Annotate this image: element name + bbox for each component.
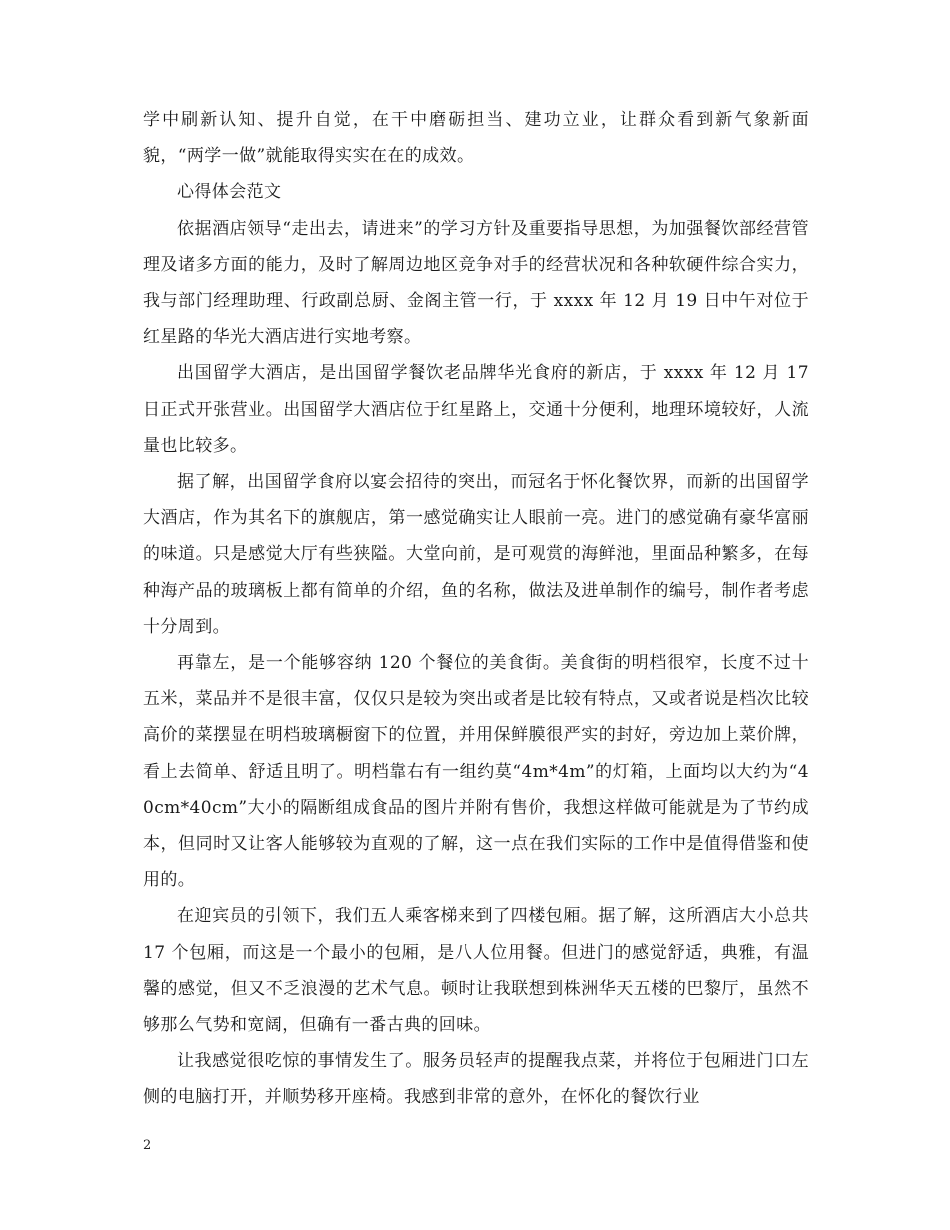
- page-number: 2: [143, 1138, 152, 1153]
- body-text: [143, 102, 809, 1116]
- paragraph-1: 学中刷新认知、提升自觉，在干中磨砺担当、建功立业，让群众看到新气象新面貌，“两学一做”就能取得实实在在的成效。: [143, 110, 809, 167]
- section-heading: 心得体会范文: [177, 182, 282, 203]
- paragraph-3: 出国留学大酒店，是出国留学餐饮老品牌华光食府的新店，于 xxxx 年 12 月 17 日正式开张营业。出国留学大酒店位于红星路上，交通十分便利，地理环境较好，人流量也比较多。: [143, 363, 809, 456]
- paragraph-7: 让我感觉很吃惊的事情发生了。服务员轻声的提醒我点菜，并将位于包厢进门口左侧的电脑打开，并顺势移开座椅。我感到非常的意外，在怀化的餐饮行业: [143, 1051, 809, 1108]
- paragraph-6: 在迎宾员的引领下，我们五人乘客梯来到了四楼包厢。据了解，这所酒店大小总共 17 个包厢，而这是一个最小的包厢，是八人位用餐。但进门的感觉舒适，典雅，有温馨的感觉，但又不乏浪漫的艺术气息。顿时让我联想到株洲华天五楼的巴黎厅，虽然不够那么气势和宽阔，但确有一番古典的回味。: [143, 906, 809, 1036]
- paragraph-5: 再靠左，是一个能够容纳 120 个餐位的美食街。美食街的明档很窄，长度不过十五米，菜品并不是很丰富，仅仅只是较为突出或者是比较有特点，又或者说是档次比较高价的菜摆显在明档玻璃橱窗下的位置，并用保鲜膜很严实的封好，旁边加上菜价牌，看上去简单、舒适且明了。明档靠右有一组约莫“4m*4m”的灯箱，上面均以大约为“40cm*40cm”大小的隔断组成食品的图片并附有售价，我想这样做可能就是为了节约成本，但同时又让客人能够较为直观的了解，这一点在我们实际的工作中是值得借鉴和使用的。: [143, 653, 809, 891]
- paragraph-4: 据了解，出国留学食府以宴会招待的突出，而冠名于怀化餐饮界，而新的出国留学大酒店，作为其名下的旗舰店，第一感觉确实让人眼前一亮。进门的感觉确有豪华富丽的味道。只是感觉大厅有些狭隘。大堂向前，是可观赏的海鲜池，里面品种繁多，在每种海产品的玻璃板上都有简单的介绍，鱼的名称，做法及进单制作的编号，制作者考虑十分周到。: [143, 472, 809, 637]
- paragraph-2: 依据酒店领导“走出去，请进来”的学习方针及重要指导思想，为加强餐饮部经营管理及诸多方面的能力，及时了解周边地区竞争对手的经营状况和各种软硬件综合实力，我与部门经理助理、行政副总厨、金阁主管一行，于 xxxx 年 12 月 19 日中午对位于红星路的华光大酒店进行实地考察。: [143, 218, 809, 348]
